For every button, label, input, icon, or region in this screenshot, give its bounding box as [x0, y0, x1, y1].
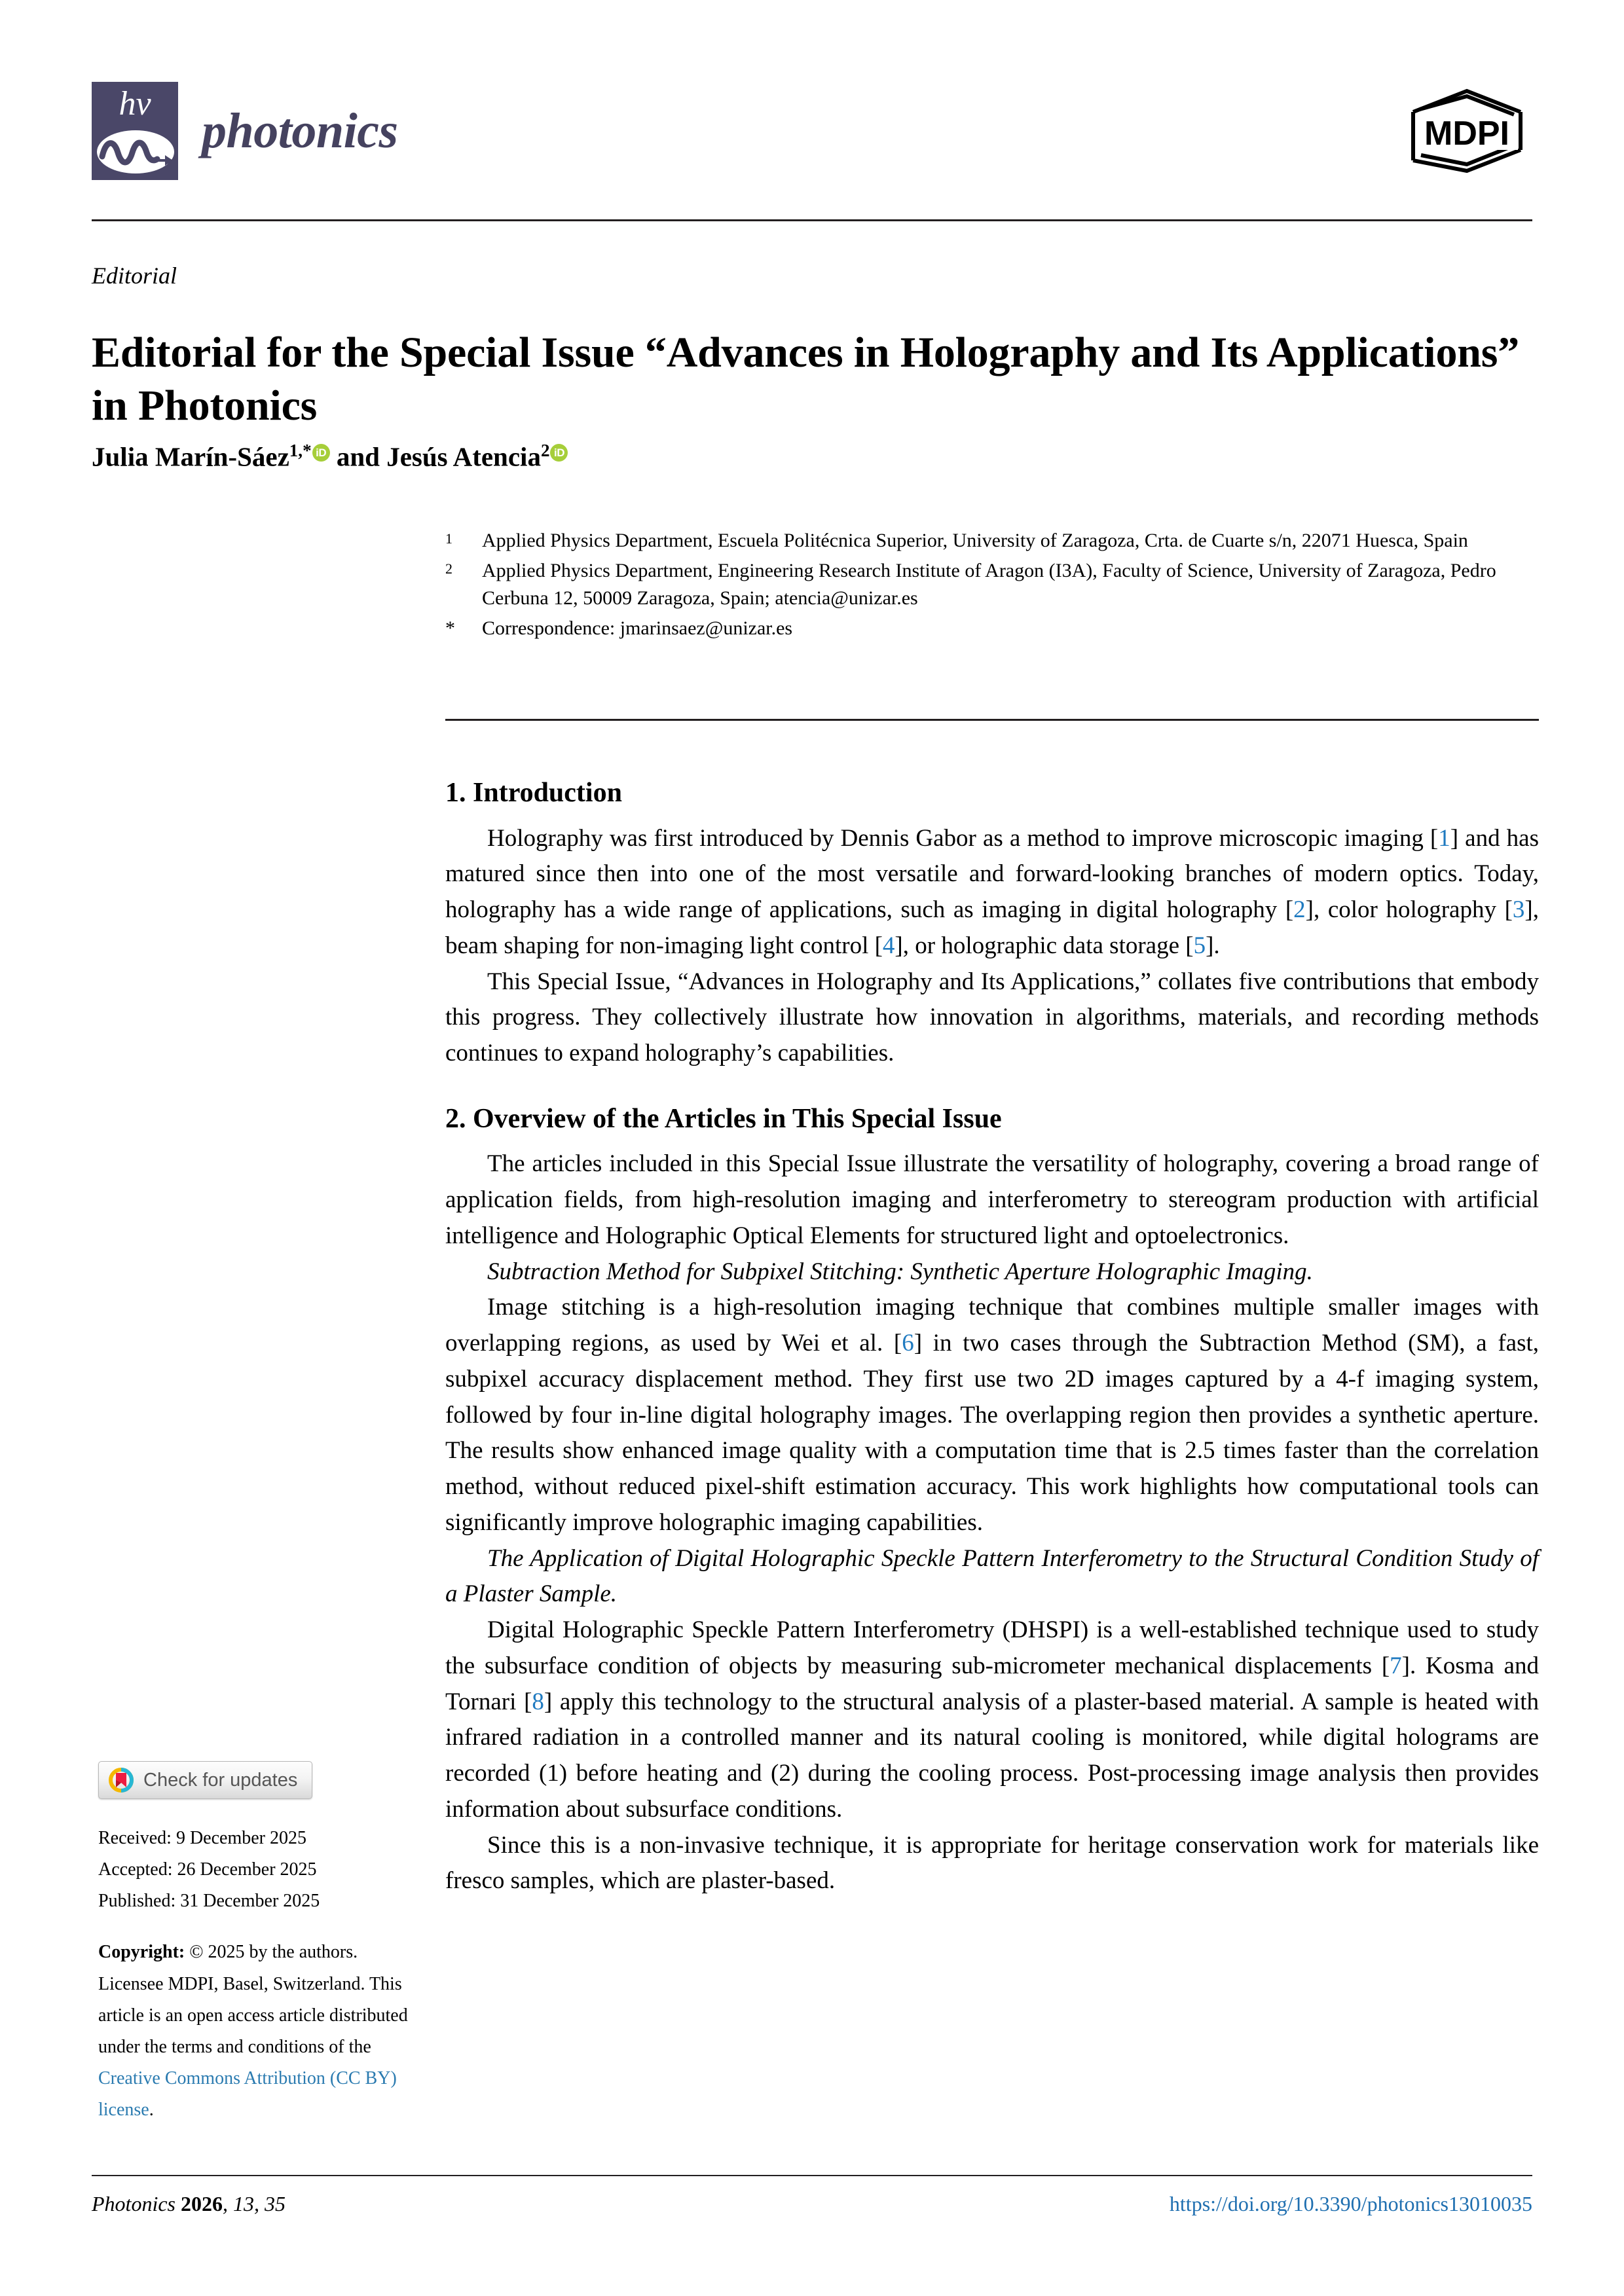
- affiliation-marker: 1: [445, 530, 452, 547]
- article-2-text-b: ]. Kosma and Tornari [: [445, 1652, 1539, 1715]
- mdpi-publisher-logo-icon: [1401, 87, 1532, 175]
- article-2-text-a: Digital Holographic Speckle Pattern Interferometry (DHSPI) is a well-established technique used to study the subsurface condition of objects by measuring sub-micrometer mechanical displacements [: [445, 1616, 1539, 1679]
- affiliations-divider: [445, 719, 1539, 722]
- intro-p1-text-b: ] and has matured since then into one of the most versatile and forward-looking branches of modern optics. Today, holography has a wide range of applications, such as imaging in digital holography [: [445, 824, 1539, 923]
- intro-p1-text-e: ], or holographic data storage [: [895, 932, 1194, 959]
- affiliation-marker: *: [445, 617, 455, 639]
- footer-divider: [92, 2175, 1532, 2176]
- article-2-summary-2: Since this is a non-invasive technique, it is appropriate for heritage conservation work for materials like fresco samples, which are plaster-based.: [445, 1831, 1539, 1895]
- article-type-label: Editorial: [92, 263, 177, 289]
- date-published: Published: 31 December 2025: [98, 1891, 320, 1912]
- photonics-hv-mark-icon: [92, 82, 178, 180]
- article-1-text-b: ] in two cases through the Subtraction Method (SM), a fast, subpixel accuracy displacement method. They first use two 2D images captured by a 4-f imaging system, followed by four in-line digital holography images. The overlapping region then provides a synthetic aperture. The results show enhanced image quality with a computation time that is 2.5 times faster than the correlation method, without reduced pixel-shift estimation accuracy. This work highlights how computational tools can significantly improve holographic imaging capabilities.: [445, 1330, 1539, 1536]
- copyright-label: Copyright:: [98, 1942, 185, 1963]
- journal-title: photonics: [202, 103, 398, 158]
- reference-link-5[interactable]: 5: [1193, 932, 1206, 959]
- check-for-updates-button[interactable]: [98, 1761, 312, 1799]
- article-1-text-a: Image stitching is a high-resolution imaging technique that combines multiple smaller images with overlapping regions, as used by Wei et al. [: [445, 1294, 1539, 1357]
- correspondence-text: Correspondence: jmarinsaez@unizar.es: [482, 617, 793, 639]
- authors-line: [92, 441, 568, 473]
- orcid-icon-2[interactable]: iD: [550, 444, 568, 462]
- crossmark-icon: [108, 1767, 134, 1793]
- affiliation-marker: 2: [445, 560, 452, 577]
- logo-wave-arrow-icon: [97, 130, 174, 173]
- hv-label: hv: [119, 85, 151, 122]
- footer-doi-link[interactable]: https://doi.org/10.3390/photonics13010035: [1169, 2192, 1532, 2215]
- check-for-updates-label: Check for updates: [143, 1769, 298, 1791]
- footer-citation: [92, 2192, 286, 2216]
- section-heading-overview: 2. Overview of the Articles in This Special Issue: [445, 1103, 1002, 1134]
- article-body: [445, 776, 1539, 1899]
- affiliation-row: [445, 615, 1539, 643]
- article-1-summary: [445, 1290, 1539, 1540]
- reference-link-2[interactable]: 2: [1293, 896, 1306, 923]
- copyright-body: © 2025 by the authors. Licensee MDPI, Basel, Switzerland. This article is an open access article distributed under the terms and conditions of the: [98, 1942, 408, 2057]
- reference-link-1[interactable]: 1: [1438, 824, 1450, 852]
- affiliations-block: [445, 527, 1539, 644]
- intro-p1-text-f: ].: [1206, 932, 1220, 959]
- intro-p1-text-c: ], color holography [: [1305, 896, 1513, 923]
- reference-link-6[interactable]: 6: [902, 1330, 914, 1357]
- authors-connector: and: [336, 441, 380, 472]
- copyright-notice: [98, 1937, 413, 2126]
- affiliation-text: Applied Physics Department, Escuela Politécnica Superior, University of Zaragoza, Crta. de Cuarte s/n, 22071 Huesca, Spain: [482, 530, 1468, 551]
- intro-paragraph-2: This Special Issue, “Advances in Holography and Its Applications,” collates five contributions that embody this progress. They collectively illustrate how innovation in algorithms, materials, and recording methods continues to expand holography’s capabilities.: [445, 968, 1539, 1066]
- cc-license-link[interactable]: Creative Commons Attribution (CC BY) license: [98, 2068, 397, 2121]
- journal-logo: [92, 82, 398, 180]
- affiliation-text: Applied Physics Department, Engineering Research Institute of Aragon (I3A), Faculty of Science, University of Zaragoza, Pedro Cerbuna 12, 50009 Zaragoza, Spain; atencia@unizar.es: [482, 559, 1496, 610]
- section-heading-introduction: 1. Introduction: [445, 778, 622, 808]
- footer-year: 2026: [180, 2192, 223, 2215]
- footer-journal-name: Photonics: [92, 2192, 175, 2215]
- date-received: Received: 9 December 2025: [98, 1828, 306, 1848]
- footer-volume-issue: , 13, 35: [222, 2192, 286, 2215]
- intro-p1-text-d: ], beam shaping for non-imaging light control [: [445, 896, 1539, 959]
- author-markers-1: 1,*: [289, 441, 312, 460]
- reference-link-8[interactable]: 8: [532, 1688, 544, 1715]
- author-markers-2: 2: [540, 441, 550, 460]
- reference-link-7[interactable]: 7: [1390, 1652, 1402, 1679]
- header-divider: [92, 219, 1532, 223]
- orcid-icon-1[interactable]: iD: [312, 444, 330, 462]
- reference-link-4[interactable]: 4: [882, 932, 895, 959]
- metadata-sidebar: [98, 1761, 413, 2126]
- article-2-title: The Application of Digital Holographic Speckle Pattern Interferometry to the Structural Condition Study of a Plaster Sample.: [445, 1544, 1539, 1608]
- date-accepted: Accepted: 26 December 2025: [98, 1859, 317, 1880]
- page-header: [92, 75, 1532, 187]
- article-2-summary: [445, 1613, 1539, 1828]
- affiliation-row: [445, 557, 1539, 613]
- copyright-end: .: [149, 2100, 154, 2121]
- publication-dates: [98, 1823, 413, 1917]
- author-name-2: Jesús Atencia: [386, 441, 541, 472]
- article-2-text-c: ] apply this technology to the structural analysis of a plaster-based material. A sample is heated with infrared radiation in a controlled manner and its natural cooling is monitored, while digital holograms are recorded (1) before heating and (2) during the cooling process. Post-processing image analysis then provides information about subsurface conditions.: [445, 1688, 1539, 1823]
- overview-paragraph-1: The articles included in this Special Issue illustrate the versatility of holography, covering a broad range of application fields, from high-resolution imaging and interferometry to stereogram production with artificial intelligence and Holographic Optical Elements for structured light and optoelectronics.: [445, 1150, 1539, 1249]
- affiliation-row: [445, 527, 1539, 555]
- page-title: Editorial for the Special Issue “Advances in Holography and Its Applications” in Photonics: [92, 329, 1520, 429]
- reference-link-3[interactable]: 3: [1512, 896, 1525, 923]
- svg-text:MDPI: MDPI: [1424, 115, 1509, 153]
- intro-p1-text-a: Holography was first introduced by Dennis Gabor as a method to improve microscopic imaging [: [487, 824, 1439, 852]
- intro-paragraph-1: [445, 821, 1539, 964]
- author-name-1: Julia Marín-Sáez: [92, 441, 289, 472]
- article-1-title: Subtraction Method for Subpixel Stitching: Synthetic Aperture Holographic Imaging.: [487, 1258, 1313, 1285]
